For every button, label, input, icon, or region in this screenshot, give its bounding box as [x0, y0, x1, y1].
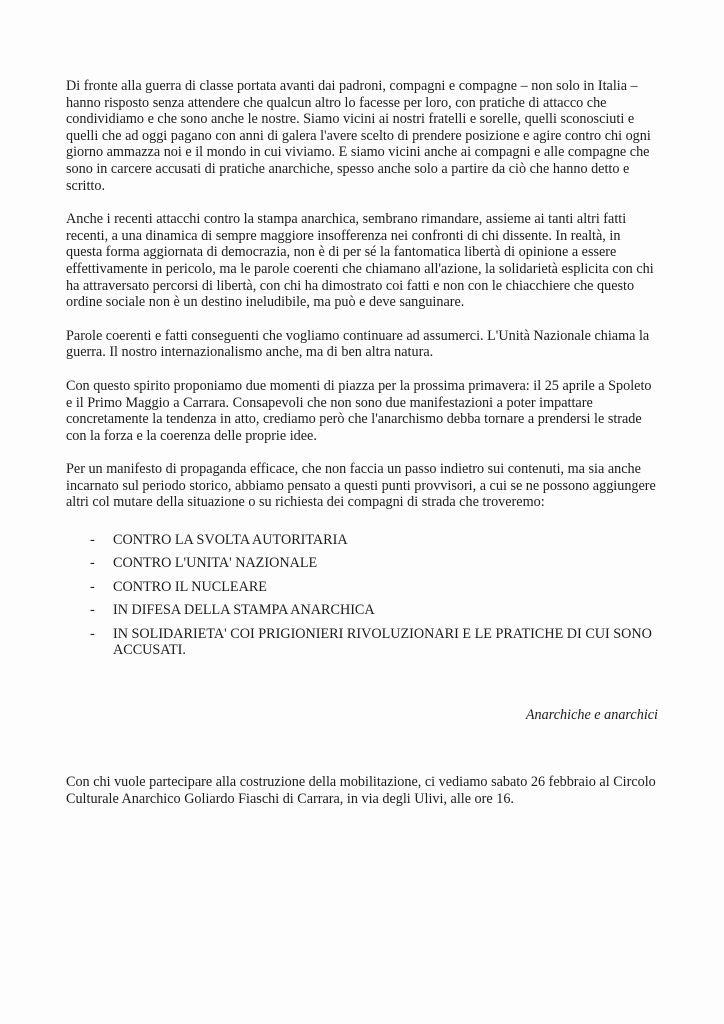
paragraph-manifesto-points: Per un manifesto di propaganda efficace, che non faccia un passo indietro sui contenuti, ma sia anche incarnato sul periodo storico, abbiamo pensato a questi punti provvisori, a cui se ne possono aggiungere altri col mutare della situazione o su richiesta dei compagni di strada che troveremo:	[66, 461, 656, 511]
dash-bullet	[90, 602, 113, 619]
list-item	[90, 626, 658, 659]
dash-bullet	[90, 579, 113, 596]
paragraph-spring-demos: Con questo spirito proponiamo due momenti di piazza per la prossima primavera: il 25 aprile a Spoleto e il Primo Maggio a Carrara. Consapevoli che non sono due manifestazioni a poter impattare concretamente la tendenza in atto, crediamo però che l'anarchismo debba tornare a prendersi le strade con la forza e la coerenza delle proprie idee.	[66, 377, 652, 444]
list-item	[90, 532, 658, 549]
dash-bullet	[90, 626, 113, 659]
dash-bullet	[90, 532, 113, 549]
list-item	[90, 555, 658, 572]
demands-list	[66, 532, 658, 659]
signature: Anarchiche e anarchici	[525, 706, 658, 723]
list-item-text: CONTRO LA SVOLTA AUTORITARIA	[113, 532, 348, 549]
list-item	[90, 602, 658, 619]
paragraph-press-attacks: Anche i recenti attacchi contro la stampa anarchica, sembrano rimandare, assieme ai tanti altri fatti recenti, a una dinamica di sempre maggiore insofferenza nei confronti di chi dissente. In realtà, in questa forma aggiornata di democrazia, non è di per sé la fantomatica libertà di opinione a essere effettivamente in pericolo, ma le parole coerenti che chiamano all'azione, la solidarietà esplicita con chi ha attraversato percorsi di libertà, con chi ha dimostrato coi fatti e non con le chiacchiere che questo ordine sociale non è un destino ineludibile, ma può e deve sanguinare.	[66, 211, 654, 311]
list-item-text: IN DIFESA DELLA STAMPA ANARCHICA	[113, 602, 375, 619]
paragraph-unita-nazionale: Parole coerenti e fatti conseguenti che vogliamo continuare ad assumerci. L'Unità Nazionale chiama la guerra. Il nostro internazionalismo anche, ma di ben altra natura.	[66, 327, 650, 361]
list-item-text: CONTRO L'UNITA' NAZIONALE	[113, 555, 318, 572]
list-item-text: IN SOLIDARIETA' COI PRIGIONIERI RIVOLUZIONARI E LE PRATICHE DI CUI SONO ACCUSATI.	[113, 625, 652, 659]
list-item	[90, 579, 658, 596]
paragraph-intro-solidarity: Di fronte alla guerra di classe portata avanti dai padroni, compagni e compagne – non solo in Italia – hanno risposto senza attendere che qualcun altro lo facesse per loro, con pratiche di attacco che condividiamo e che sono anche le nostre. Siamo vicini ai nostri fratelli e sorelle, quelli sconosciuti e quelli che ad oggi pagano con anni di galera l'avere scelto di prendere posizione e agire contro chi ogni giorno ammazza noi e il mondo in cui viviamo. E siamo vicini anche ai compagni e alle compagne che sono in carcere accusati di pratiche anarchiche, spesso anche solo a partire da ciò che hanno detto e scritto.	[66, 78, 651, 194]
closing-paragraph: Con chi vuole partecipare alla costruzione della mobilitazione, ci vediamo sabato 26 febbraio al Circolo Culturale Anarchico Goliardo Fiaschi di Carrara, in via degli Ulivi, alle ore 16.	[66, 774, 656, 807]
list-item-text: CONTRO IL NUCLEARE	[113, 578, 267, 595]
dash-bullet	[90, 555, 113, 572]
